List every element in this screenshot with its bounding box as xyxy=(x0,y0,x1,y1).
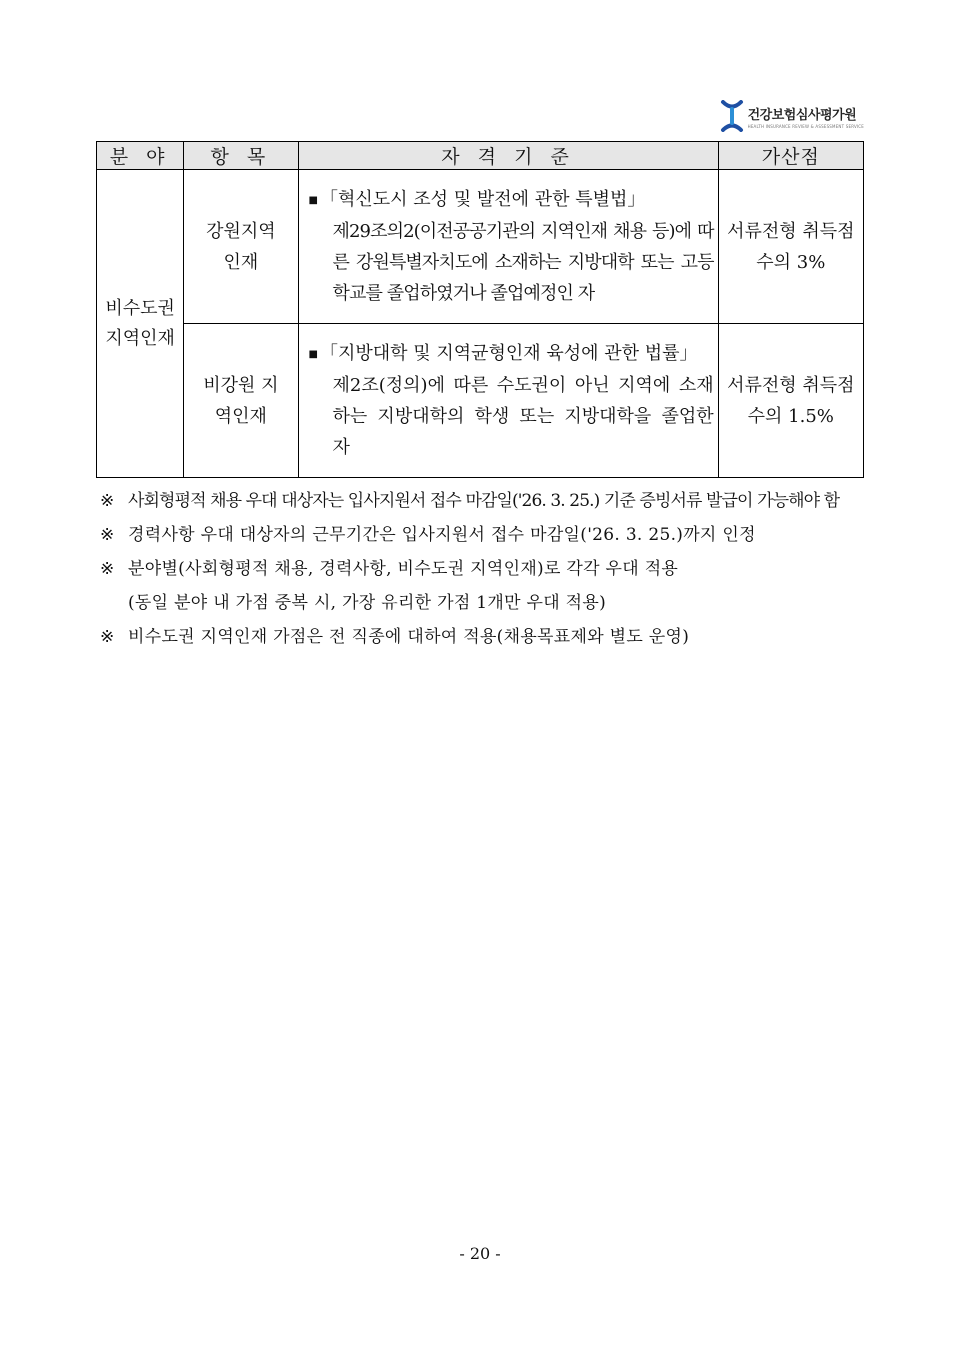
note-text: 분야별(사회형평적 채용, 경력사항, 비수도권 지역인재)로 각각 우대 적용 xyxy=(128,559,679,579)
score-cell xyxy=(718,170,863,324)
item-cell xyxy=(184,170,298,324)
field-cell xyxy=(97,170,184,478)
org-name: 건강보험심사평가원 xyxy=(747,107,857,123)
note-item xyxy=(100,620,880,654)
criteria-title: 「혁신도시 조성 및 발전에 관한 특별법」 xyxy=(319,189,646,210)
item-cell xyxy=(184,324,298,478)
reference-mark-icon: ※ xyxy=(100,559,115,579)
note-item xyxy=(100,518,880,552)
table-header-row xyxy=(97,142,864,170)
note-text: 경력사항 우대 대상자의 근무기간은 입사지원서 접수 마감일('26. 3. 25.)까지 인정 xyxy=(128,525,756,545)
header-field: 분 야 xyxy=(97,142,184,170)
table-row xyxy=(97,170,864,324)
criteria-cell xyxy=(298,170,718,324)
hira-logo-icon xyxy=(720,100,744,132)
criteria-body: 제29조의2(이전공공기관의 지역인재 채용 등)에 따른 강원특별자치도에 소재하는 지방대학 또는 고등학교를 졸업하였거나 졸업예정인 자 xyxy=(332,221,714,304)
note-item xyxy=(100,552,880,586)
item-label: 강원지역 인재 xyxy=(206,220,276,273)
score-cell xyxy=(718,324,863,478)
notes-list xyxy=(100,484,880,654)
header-score: 가산점 xyxy=(718,142,863,170)
table-row xyxy=(97,324,864,478)
note-item xyxy=(100,586,880,620)
org-subtitle: HEALTH INSURANCE REVIEW & ASSESSMENT SERVICE xyxy=(747,123,864,129)
reference-mark-icon: ※ xyxy=(100,491,115,511)
square-bullet-icon: ■ xyxy=(308,195,318,206)
item-label: 비강원 지역인재 xyxy=(203,374,279,427)
score-value: 서류전형 취득점수의 1.5% xyxy=(727,374,855,427)
note-text: (동일 분야 내 가점 중복 시, 가장 유리한 가점 1개만 우대 적용) xyxy=(128,593,607,613)
score-value: 서류전형 취득점수의 3% xyxy=(727,220,855,273)
note-text: 사회형평적 채용 우대 대상자는 입사지원서 접수 마감일('26. 3. 25.) 기준 증빙서류 발급이 가능해야 함 xyxy=(128,491,840,511)
field-label: 비수도권 지역인재 xyxy=(105,297,175,349)
org-logo xyxy=(720,100,864,132)
reference-mark-icon: ※ xyxy=(100,525,115,545)
page-number: - 20 - xyxy=(459,1244,501,1263)
note-text: 비수도권 지역인재 가점은 전 직종에 대하여 적용(채용목표제와 별도 운영) xyxy=(128,627,690,647)
header-item: 항 목 xyxy=(184,142,298,170)
criteria-body: 제2조(정의)에 따른 수도권이 아닌 지역에 소재하는 지방대학의 학생 또는 지방대학을 졸업한 자 xyxy=(332,375,714,458)
preference-table xyxy=(96,141,864,478)
header-criteria: 자 격 기 준 xyxy=(298,142,718,170)
square-bullet-icon: ■ xyxy=(308,349,318,360)
criteria-cell xyxy=(298,324,718,478)
reference-mark-icon: ※ xyxy=(100,627,115,647)
note-item xyxy=(100,484,880,518)
criteria-title: 「지방대학 및 지역균형인재 육성에 관한 법률」 xyxy=(319,343,698,364)
